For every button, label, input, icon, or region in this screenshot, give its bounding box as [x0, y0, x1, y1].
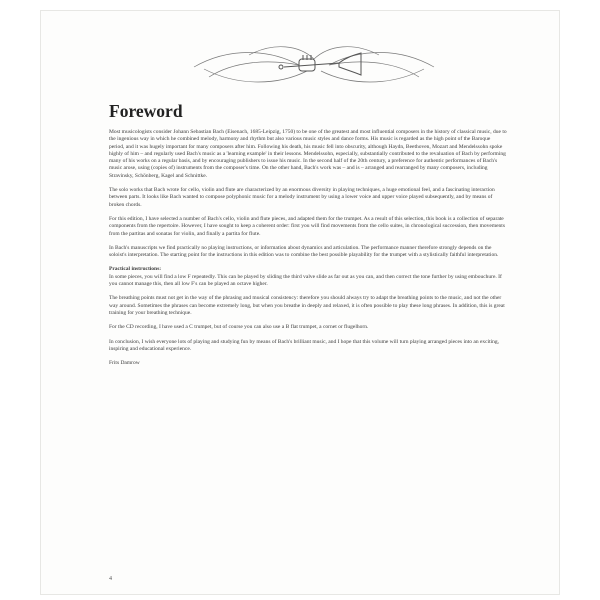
paragraph: In Bach's manuscripts we find practically no playing instructions, or information about dynamics and articulation. The performance manner therefore strongly depends on the soloist's interpretation. The starting point for the instructions in this edition was to combine the best possible playability for the trumpet with a stylistically faithful interpretation. — [109, 244, 499, 259]
trumpet-ornament-icon — [189, 37, 439, 97]
page — [40, 10, 560, 595]
paragraph: The solo works that Bach wrote for cello, violin and flute are characterized by an enormous diversity in playing techniques, a huge emotional feel, and a fascinating interaction between parts. It looks like Bach wanted to compose polyphonic music for a melody instrument by using a lower voice and upper voice played subsequently, and by means of broken chords. — [109, 187, 495, 208]
paragraph: In conclusion, I wish everyone lots of playing and studying fun by means of Bach's brilliant music, and I hope that this volume will turn playing arranged pieces into an exciting, inspiring and educational experience. — [109, 338, 500, 352]
signature: Frits Damrow — [109, 360, 140, 367]
paragraph: In some pieces, you will find a low F repeatedly. This can be played by sliding the third valve slide as far out as you can, and then correct the tone further by using embouchure. If you cannot manage this, then all low F's can be played an octave higher. — [109, 273, 502, 288]
paragraph: For the CD recording, I have used a C trumpet, but of course you can also use a B flat trumpet, a cornet or flugelhorn. — [109, 324, 369, 331]
page-number: 4 — [109, 576, 112, 582]
foreword-body — [109, 129, 507, 374]
practical-heading: Practical instructions: — [109, 266, 162, 273]
paragraph: For this edition, I have selected a number of Bach's cello, violin and flute pieces, and adapted them for the trumpet. As a result of this selection, this book is a collection of separate components from the repertoire. However, I have sought to keep a coherent order: first you will find movements from the cello suites, in chronological succession, then movements from the partitas and sonatas for violin, and finally a partita for flute. — [109, 215, 505, 237]
page-title: Foreword — [109, 101, 183, 121]
paragraph: The breathing points must not get in the way of the phrasing and musical consistency: therefore you should always try to adapt the breathing points to the music, and not the other way around. Sometimes the phrases can become extremely long, but when you breathe in deeply and relaxed, it is often possible to play these long phrases. In addition, this is great training for your breathing technique. — [109, 295, 505, 316]
paragraph: Most musicologists consider Johann Sebastian Bach (Eisenach, 1685-Leipzig, 1750) to be one of the greatest and most influential composers in the history of classical music, due to the ingenious way in which he combined melody, harmony and rhythm but also various music styles and dance forms. His music is regarded as the high point of the Baroque period, and it was hugely important for many composers after him. Following his death, his music fell into obscurity, although Haydn, Beethoven, Mozart and Mendelssohn spoke highly of him – and regularly used Bach's music as a 'learning example' in their lessons. Mendelssohn, especially, substantially contributed to the revaluation of Bach by performing many of his works on a regular basis, and by encouraging publishers to issue his music. In the second half of the 20th century, a preference for authentic performances of Bach's music arose, using (copies of) instruments from the composer's time. On the other hand, Bach's work was – and is – arranged and rearranged by many composers, including Stravinsky, Schönberg, Kagel and Schnittke. — [109, 129, 507, 179]
